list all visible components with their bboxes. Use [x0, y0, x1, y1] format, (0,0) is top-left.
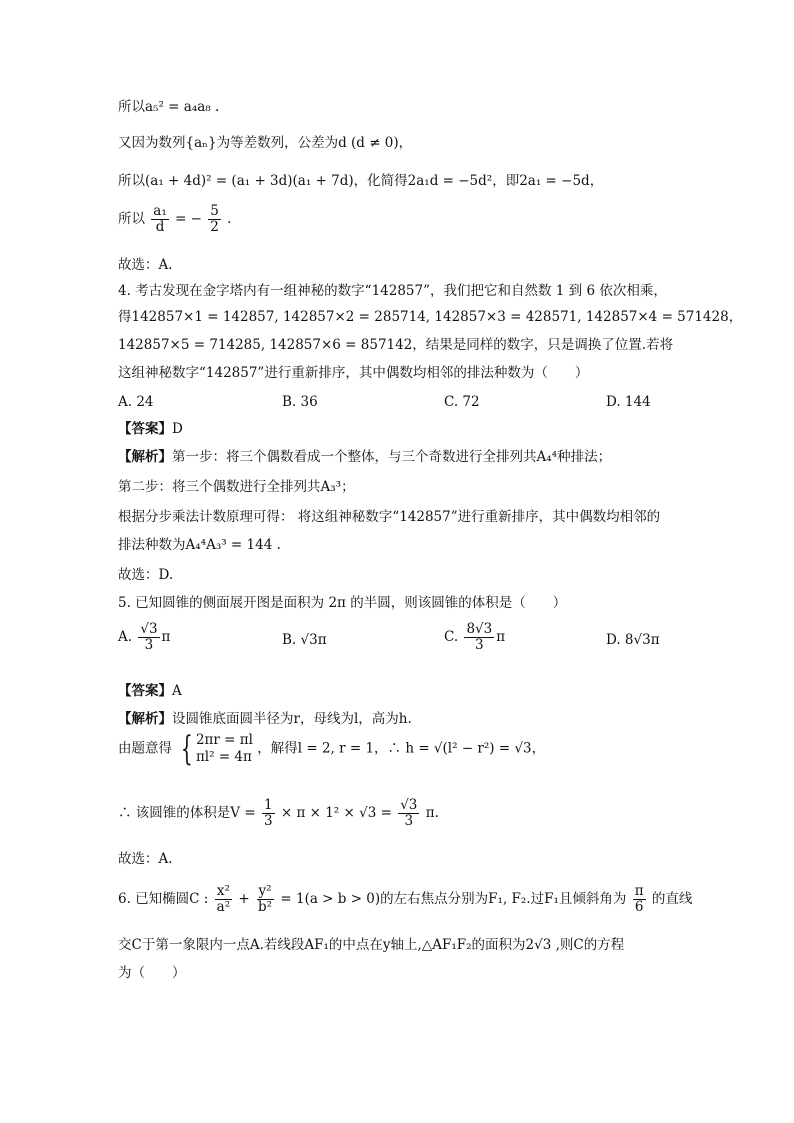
numerator: y² [258, 883, 272, 899]
select-line: 故选：D. [118, 567, 174, 583]
fraction [138, 622, 159, 653]
denominator: a² [216, 899, 231, 915]
text: = 1(a > b > 0)的左右焦点分别为F₁, F₂.过F₁且倾斜角为 [280, 891, 627, 907]
fraction [215, 884, 232, 915]
text: ，解得l = 2, r = 1，∴ h = √(l² − r²) = √3， [257, 740, 546, 757]
fraction [208, 204, 221, 235]
answer-tag: 【答案】 [118, 421, 172, 437]
numerator: 1 [263, 797, 273, 813]
equation-system [176, 729, 253, 769]
denominator: 3 [475, 637, 484, 653]
text: π [496, 629, 506, 645]
text: 所以 [118, 211, 145, 227]
text: π. [425, 805, 439, 821]
text: × π × 1² × √3 = [280, 805, 392, 821]
text: = − [175, 211, 202, 227]
select-line: 故选：A. [118, 851, 173, 867]
fraction-line [118, 204, 231, 235]
analysis-text: 第一步：将三个偶数看成一个整体，与三个奇数进行全排列共A₄⁴种排法； [172, 449, 612, 465]
equation: πl² = 4π [195, 749, 252, 765]
text: π [161, 629, 171, 645]
text: 6. 已知椭圆C : [118, 891, 209, 907]
text: 的直线 [651, 891, 693, 907]
label: C. [444, 629, 459, 645]
fraction [256, 884, 274, 915]
question-4-line: 得142857×1 = 142857, 142857×2 = 285714, 142857×3 = 428571, 142857×4 = 571428， [118, 309, 743, 325]
numerator: 8√3 [466, 621, 493, 637]
option-a: A. 24 [118, 394, 154, 410]
analysis-line [118, 448, 611, 466]
denominator: 2 [210, 219, 219, 235]
numerator: √3 [140, 621, 158, 637]
fraction [151, 204, 168, 235]
text-line: 所以a₅² = a₄a₈ . [118, 99, 220, 115]
text: ∴ 该圆锥的体积是V = [118, 805, 256, 821]
denominator: 6 [634, 899, 644, 915]
text: . [227, 211, 232, 227]
volume-line [118, 798, 439, 829]
text: + [238, 891, 250, 907]
denominator: b² [258, 899, 273, 915]
text-line: 又因为数列{aₙ}为等差数列，公差为d (d ≠ 0)， [118, 135, 413, 151]
option-b: B. 36 [282, 394, 318, 410]
fraction [398, 798, 419, 829]
analysis-line: 第二步：将三个偶数进行全排列共A₃³； [118, 479, 355, 495]
fraction [633, 884, 646, 915]
answer-line [118, 682, 182, 700]
fraction [464, 622, 494, 653]
denominator: 3 [404, 813, 414, 829]
numerator: π [634, 883, 644, 899]
option-c: C. 72 [444, 394, 480, 410]
question-6-line: 交C于第一象限内一点A.若线段AF₁的中点在y轴上,△AF₁F₂的面积为2√3 ,则C的方程 [118, 937, 625, 953]
option-d: D. 144 [606, 394, 651, 410]
analysis-line: 排法种数为A₄⁴A₃³ = 144 . [118, 537, 281, 553]
analysis-tag: 【解析】 [118, 711, 172, 727]
option-c [444, 622, 505, 653]
question-4-line: 4. 考古发现在金字塔内有一组神秘的数字“142857”，我们把它和自然数 1 到 6 依次相乘， [118, 283, 667, 299]
option-a [118, 622, 170, 653]
question-4-line: 这组神秘数字“142857”进行重新排序，其中偶数均相邻的排法种数为（ ） [118, 365, 589, 381]
question-4-line: 142857×5 = 714285, 142857×6 = 857142，结果是同样的数字，只是调换了位置.若将 [118, 337, 674, 353]
analysis-text: 设圆锥底面圆半径为r，母线为l，高为h. [172, 711, 412, 727]
denominator: d [155, 219, 165, 235]
numerator: 5 [210, 203, 219, 219]
text: 由题意得 [118, 740, 172, 757]
denominator: 3 [263, 813, 273, 829]
system-line [118, 729, 546, 769]
label: A. [118, 629, 133, 645]
system-rows [196, 732, 253, 766]
question-6-line: 为（ ） [118, 965, 186, 981]
answer-tag: 【答案】 [118, 683, 172, 699]
analysis-tag: 【解析】 [118, 449, 172, 465]
answer-line [118, 420, 183, 438]
answer-value: A [172, 683, 182, 699]
numerator: x² [216, 883, 230, 899]
denominator: 3 [144, 637, 154, 653]
equation: 2πr = πl [195, 732, 253, 748]
option-b: B. √3π [282, 632, 327, 648]
text-line: 故选：A. [118, 257, 173, 273]
brace: { [181, 729, 194, 769]
answer-value: D [172, 421, 183, 437]
text-line: 所以(a₁ + 4d)² = (a₁ + 3d)(a₁ + 7d)，化简得2a₁d = −5d²，即2a₁ = −5d， [118, 173, 604, 189]
question-6-line [118, 884, 692, 915]
option-d: D. 8√3π [606, 632, 660, 648]
analysis-line: 根据分步乘法计数原理可得： 将这组神秘数字“142857”进行重新排序，其中偶数均相邻的 [118, 509, 661, 525]
numerator: √3 [400, 797, 418, 813]
numerator: a₁ [153, 203, 167, 219]
question-5-line: 5. 已知圆锥的侧面展开图是面积为 2π 的半圆，则该圆锥的体积是（ ） [118, 595, 567, 611]
fraction [262, 798, 275, 829]
analysis-line [118, 710, 412, 728]
